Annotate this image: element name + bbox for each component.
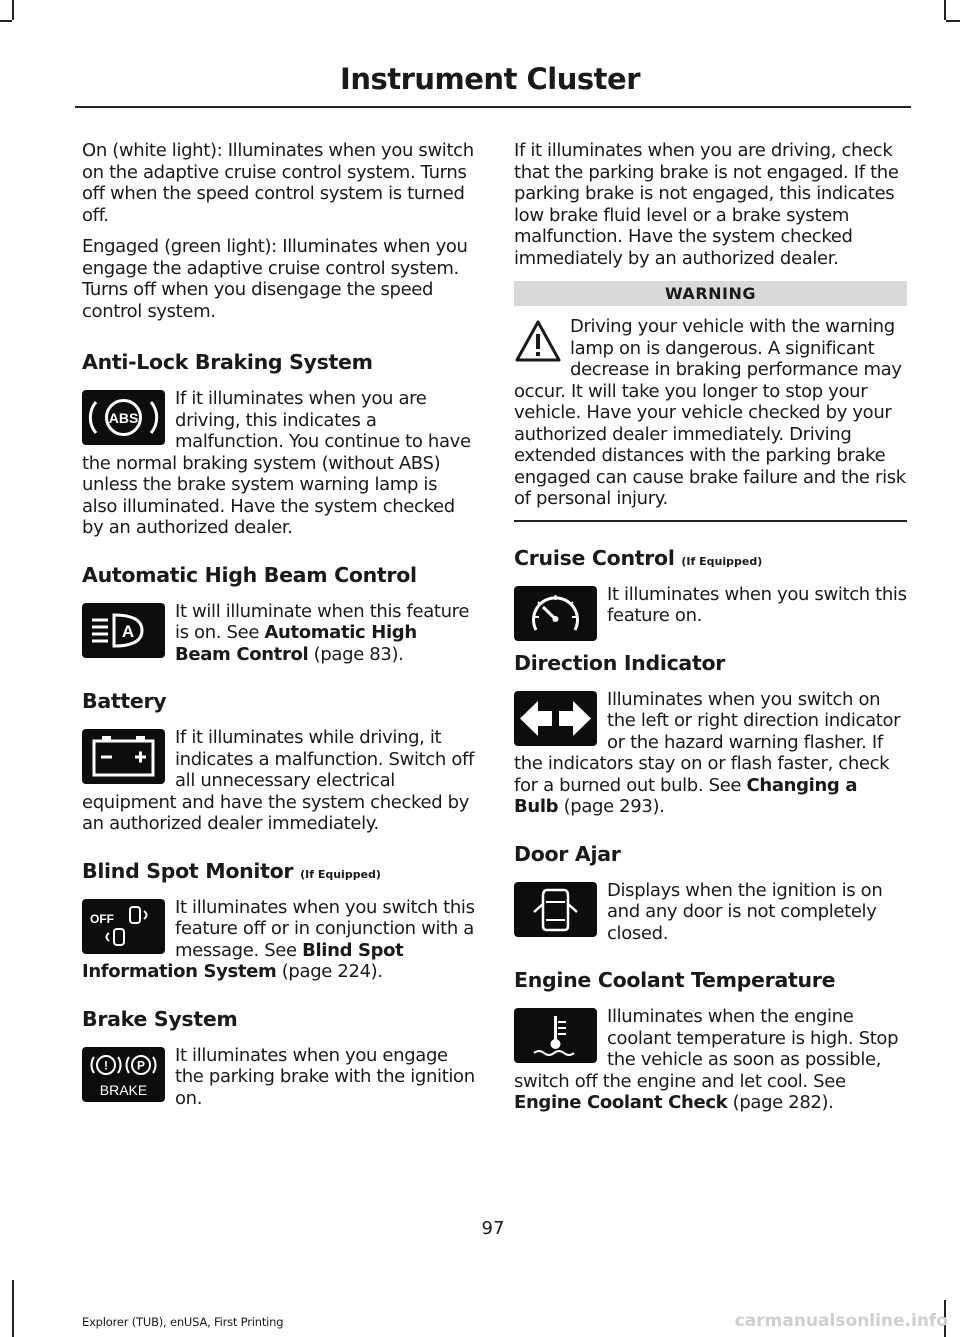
blind-spot-link[interactable]: Blind Spot Information System [82, 939, 404, 982]
page-title: Instrument Cluster [340, 62, 640, 96]
crop-mark [12, 0, 14, 20]
door-paragraph: Displays when the ignition is on and any door is not completely closed. [607, 879, 883, 944]
right-column [514, 140, 907, 1124]
brake-paragraph: It illuminates when you engage the parking brake with the ignition on. [175, 1044, 475, 1109]
page-number: 97 [481, 1218, 505, 1239]
watermark: carmanualsonline.info [734, 1311, 948, 1331]
direction-text: Illuminates when you switch on the left or right direction indicator or the hazard warning flasher. If the indicators stay on or flash faster, check for a burned out bulb. See [514, 688, 901, 796]
ahb-text: It will illuminate when this feature is on. See [175, 600, 470, 643]
brake-icon-p: P [136, 1058, 146, 1072]
header-rule [75, 106, 911, 108]
coolant-link[interactable]: Engine Coolant Check [514, 1092, 728, 1113]
direction-heading: Direction Indicator [514, 650, 726, 675]
ahb-page-ref: (page 83). [308, 643, 404, 665]
ahb-heading: Automatic High Beam Control [82, 562, 417, 587]
battery-heading: Battery [82, 689, 167, 713]
coolant-page-ref: (page 282). [727, 1092, 834, 1113]
warning-triangle-icon [514, 318, 562, 364]
warning-paragraph: Driving your vehicle with the warning lamp on is dangerous. A significant decrease in braking performance may occur. It will take you longer to stop your vehicle. Have your vehicle checked by your authorized dealer immediately. Driving extended distances with the parking brake engaged can cause brake failure and the risk of personal injury. [514, 316, 906, 509]
coolant-text: Illuminates when the engine coolant temperature is high. Stop the vehicle as soon as possible, switch off the engine and let cool. See [514, 1006, 899, 1092]
abs-icon-label: ABS [108, 410, 139, 426]
blind-spot-page-ref: (page 224). [276, 961, 383, 982]
brake-heading: Brake System [82, 1006, 238, 1031]
cruise-paragraph: It illuminates when you switch this feature on. [607, 583, 907, 626]
turn-signal-icon [514, 691, 597, 746]
brake-warning-icon [82, 1047, 165, 1102]
crop-mark [0, 20, 12, 22]
ahb-icon-label: A [121, 621, 135, 641]
warning-rule [514, 520, 907, 522]
ahb-link[interactable]: Automatic High Beam Control [175, 622, 417, 665]
blind-spot-suffix: (If Equipped) [300, 867, 381, 881]
coolant-temperature-icon [514, 1008, 597, 1063]
blind-spot-icon [82, 899, 165, 954]
crop-mark [946, 20, 960, 22]
door-ajar-icon [514, 882, 597, 937]
cruise-heading [514, 546, 907, 570]
warning-banner: WARNING [514, 281, 907, 306]
abs-heading: Anti-Lock Braking System [82, 350, 373, 374]
abs-paragraph: If it illuminates when you are driving, this indicates a malfunction. You continue to have the normal braking system (without ABS) unless the brake system warning lamp is also illuminated. Have the system checked by an authorized dealer. [82, 388, 471, 538]
crop-mark [12, 1280, 14, 1337]
cruise-heading-text: Cruise Control [514, 545, 675, 570]
edition-footer: Explorer (TUB), enUSA, First Printing [82, 1315, 284, 1329]
blind-spot-heading-text: Blind Spot Monitor [82, 858, 294, 883]
abs-warning-icon [82, 390, 165, 445]
door-heading: Door Ajar [514, 841, 621, 866]
blind-spot-heading [82, 859, 475, 883]
direction-link[interactable]: Changing a Bulb [514, 774, 858, 817]
blind-spot-icon-label: OFF [90, 911, 114, 926]
acc-on-paragraph: On (white light): Illuminates when you switch on the adaptive cruise control system. Turns off when the speed control system is turned off. [82, 140, 474, 226]
auto-high-beam-icon [82, 603, 165, 658]
left-column [82, 140, 475, 1119]
acc-engaged-paragraph: Engaged (green light): Illuminates when you engage the adaptive cruise control system. Turns off when you disengage the speed control system. [82, 236, 468, 322]
speedometer-icon [514, 586, 597, 641]
blind-spot-text: It illuminates when you switch this feature off or in conjunction with a message. See [175, 896, 475, 961]
crop-mark [944, 0, 946, 20]
direction-page-ref: (page 293). [558, 796, 665, 817]
cruise-suffix: (If Equipped) [681, 554, 763, 568]
brake-icon-bang: ! [104, 1058, 108, 1072]
brake-continued-paragraph: If it illuminates when you are driving, check that the parking brake is not engaged. If the parking brake is not engaged, this indicates low brake fluid level or a brake system malfunction. Have the system checked immediately by an authorized dealer. [514, 140, 899, 269]
brake-icon-label: BRAKE [99, 1081, 148, 1098]
coolant-heading: Engine Coolant Temperature [514, 968, 836, 992]
battery-paragraph: If it illuminates while driving, it indicates a malfunction. Switch off all unnecessary electrical equipment and have the system checked by an authorized dealer immediately. [82, 727, 474, 834]
battery-icon [82, 729, 165, 784]
